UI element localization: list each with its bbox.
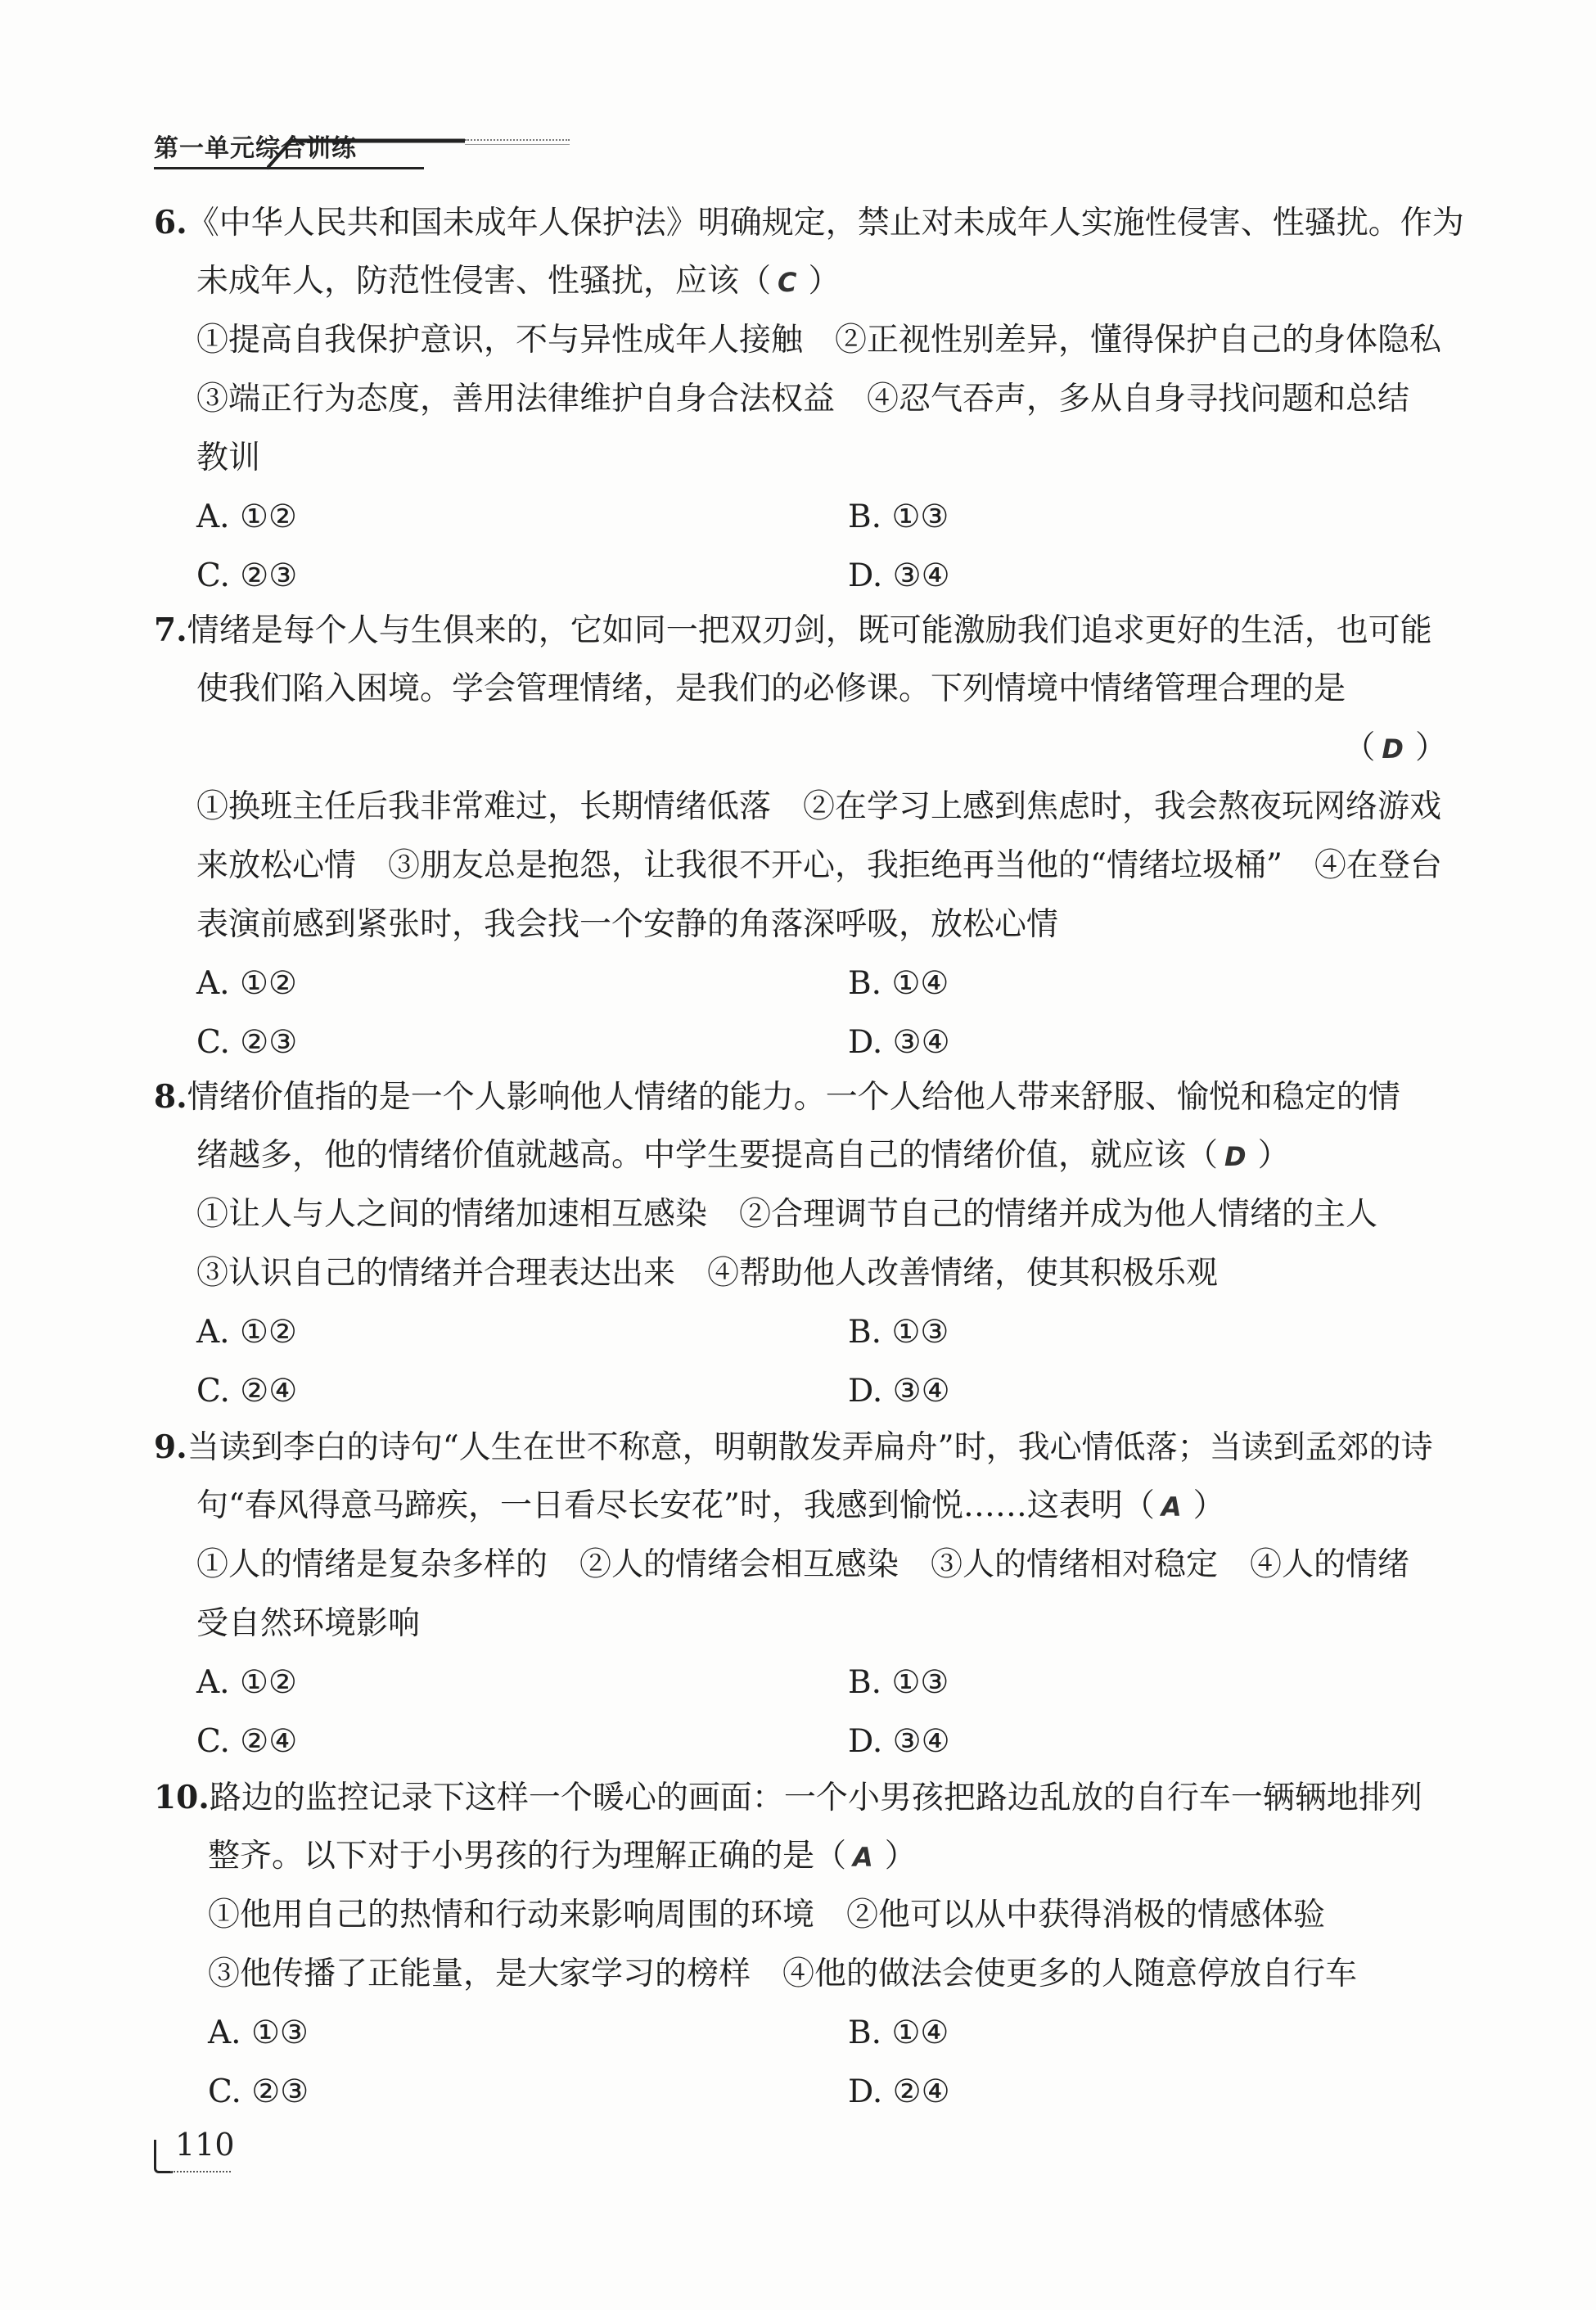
- question-stem-line: 7.情绪是每个人与生俱来的，它如同一把双刃剑，既可能激励我们追求更好的生活，也可能: [154, 611, 1432, 649]
- statement-line: 表演前感到紧张时，我会找一个安静的角落深呼吸，放松心情: [196, 906, 1059, 943]
- handwritten-answer: D: [1224, 1141, 1247, 1172]
- page-number-underline: [170, 2169, 231, 2172]
- question-9: [154, 1418, 1447, 1771]
- question-number: 10.: [154, 1779, 210, 1816]
- option-c[interactable]: C. ②③: [196, 557, 298, 594]
- options-row: [154, 1013, 1447, 1072]
- options-row: [154, 547, 1447, 606]
- question-stem-line: 整齐。以下对于小男孩的行为理解正确的是（ A ）: [208, 1838, 917, 1875]
- option-d[interactable]: D. ③④: [848, 1373, 950, 1410]
- option-a[interactable]: A. ①②: [196, 499, 297, 535]
- options-row: [154, 2063, 1447, 2122]
- statement-line: 教训: [196, 440, 261, 476]
- options-row: [154, 954, 1447, 1013]
- option-d[interactable]: D. ③④: [848, 1024, 950, 1061]
- question-7: [154, 601, 1447, 1072]
- statement-line: 来放松心情 ③朋友总是抱怨，让我很不开心，我拒绝再当他的“情绪垃圾桶” ④在登台: [196, 847, 1442, 884]
- question-stem-line: 使我们陷入困境。学会管理情绪，是我们的必修课。下列情境中情绪管理合理的是: [196, 670, 1346, 707]
- page-number: 110: [175, 2127, 235, 2163]
- option-d[interactable]: D. ③④: [848, 1723, 950, 1760]
- options-row: [154, 2004, 1447, 2063]
- option-a[interactable]: A. ①②: [196, 965, 297, 1002]
- question-stem-line: 10.路边的监控记录下这样一个暖心的画面：一个小男孩把路边乱放的自行车一辆辆地排列: [154, 1779, 1422, 1816]
- question-number: 6.: [154, 204, 187, 241]
- answer-line: （ D ）: [1343, 729, 1447, 766]
- options-row: [154, 1362, 1447, 1421]
- option-a[interactable]: A. ①②: [196, 1314, 297, 1351]
- options-row: [154, 1654, 1447, 1712]
- question-number: 9.: [154, 1428, 187, 1466]
- statement-line: ①他用自己的热情和行动来影响周围的环境 ②他可以从中获得消极的情感体验: [208, 1897, 1326, 1933]
- statement-line: ①换班主任后我非常难过，长期情绪低落 ②在学习上感到焦虑时，我会熬夜玩网络游戏: [196, 788, 1442, 825]
- statement-line: ③他传播了正能量，是大家学习的榜样 ④他的做法会使更多的人随意停放自行车: [208, 1956, 1358, 1992]
- handwritten-answer: A: [1161, 1491, 1182, 1523]
- option-d[interactable]: D. ③④: [848, 557, 950, 594]
- statement-line: 受自然环境影响: [196, 1605, 421, 1642]
- question-6: [154, 193, 1464, 606]
- option-c[interactable]: C. ②④: [196, 1723, 298, 1760]
- page-number-bracket: [154, 2140, 173, 2173]
- option-a[interactable]: A. ①②: [196, 1664, 297, 1701]
- question-8: [154, 1067, 1447, 1421]
- handwritten-answer: A: [853, 1842, 873, 1873]
- option-b[interactable]: B. ①③: [848, 1664, 949, 1701]
- question-stem-line: 句“春风得意马蹄疾，一日看尽长安花”时，我感到愉悦……这表明（ A ）: [196, 1487, 1225, 1524]
- page-footer: [154, 2125, 236, 2171]
- section-title: 第一单元综合训练: [154, 134, 357, 163]
- question-10: [154, 1768, 1447, 2122]
- statement-line: ③认识自己的情绪并合理表达出来 ④帮助他人改善情绪，使其积极乐观: [196, 1255, 1219, 1292]
- statement-line: ③端正行为态度，善用法律维护自身合法权益 ④忍气吞声，多从自身寻找问题和总结: [196, 381, 1410, 417]
- question-stem-line: 6.《中华人民共和国未成年人保护法》明确规定，禁止对未成年人实施性侵害、性骚扰。作为: [154, 204, 1464, 241]
- options-row: [154, 1712, 1447, 1771]
- statement-line: ①人的情绪是复杂多样的 ②人的情绪会相互感染 ③人的情绪相对稳定 ④人的情绪: [196, 1546, 1410, 1583]
- options-row: [154, 1303, 1447, 1362]
- header-decoration: [267, 138, 471, 170]
- option-b[interactable]: B. ①④: [848, 965, 949, 1002]
- question-stem-line: 绪越多，他的情绪价值就越高。中学生要提高自己的情绪价值，就应该（ D ）: [196, 1137, 1290, 1174]
- question-number: 7.: [154, 611, 187, 649]
- option-c[interactable]: C. ②④: [196, 1373, 298, 1410]
- question-stem-line: 未成年人，防范性侵害、性骚扰，应该（ C ）: [196, 263, 841, 300]
- option-b[interactable]: B. ①④: [848, 2014, 949, 2051]
- options-row: [154, 488, 1447, 547]
- question-stem-line: 8.情绪价值指的是一个人影响他人情绪的能力。一个人给他人带来舒服、愉悦和稳定的情: [154, 1078, 1400, 1116]
- option-c[interactable]: C. ②③: [208, 2073, 309, 2110]
- option-b[interactable]: B. ①③: [848, 499, 949, 535]
- statement-line: ①提高自我保护意识，不与异性成年人接触 ②正视性别差异，懂得保护自己的身体隐私: [196, 322, 1442, 359]
- statement-line: ①让人与人之间的情绪加速相互感染 ②合理调节自己的情绪并成为他人情绪的主人: [196, 1196, 1378, 1233]
- question-stem-line: 9.当读到李白的诗句“人生在世不称意，明朝散发弄扁舟”时，我心情低落；当读到孟郊的诗: [154, 1428, 1433, 1466]
- handwritten-answer: C: [778, 267, 797, 298]
- option-d[interactable]: D. ②④: [848, 2073, 950, 2110]
- header-dotted-rule: [465, 139, 570, 145]
- option-b[interactable]: B. ①③: [848, 1314, 949, 1351]
- handwritten-answer: D: [1382, 733, 1404, 765]
- option-a[interactable]: A. ①③: [208, 2014, 309, 2051]
- option-c[interactable]: C. ②③: [196, 1024, 298, 1061]
- question-number: 8.: [154, 1078, 187, 1116]
